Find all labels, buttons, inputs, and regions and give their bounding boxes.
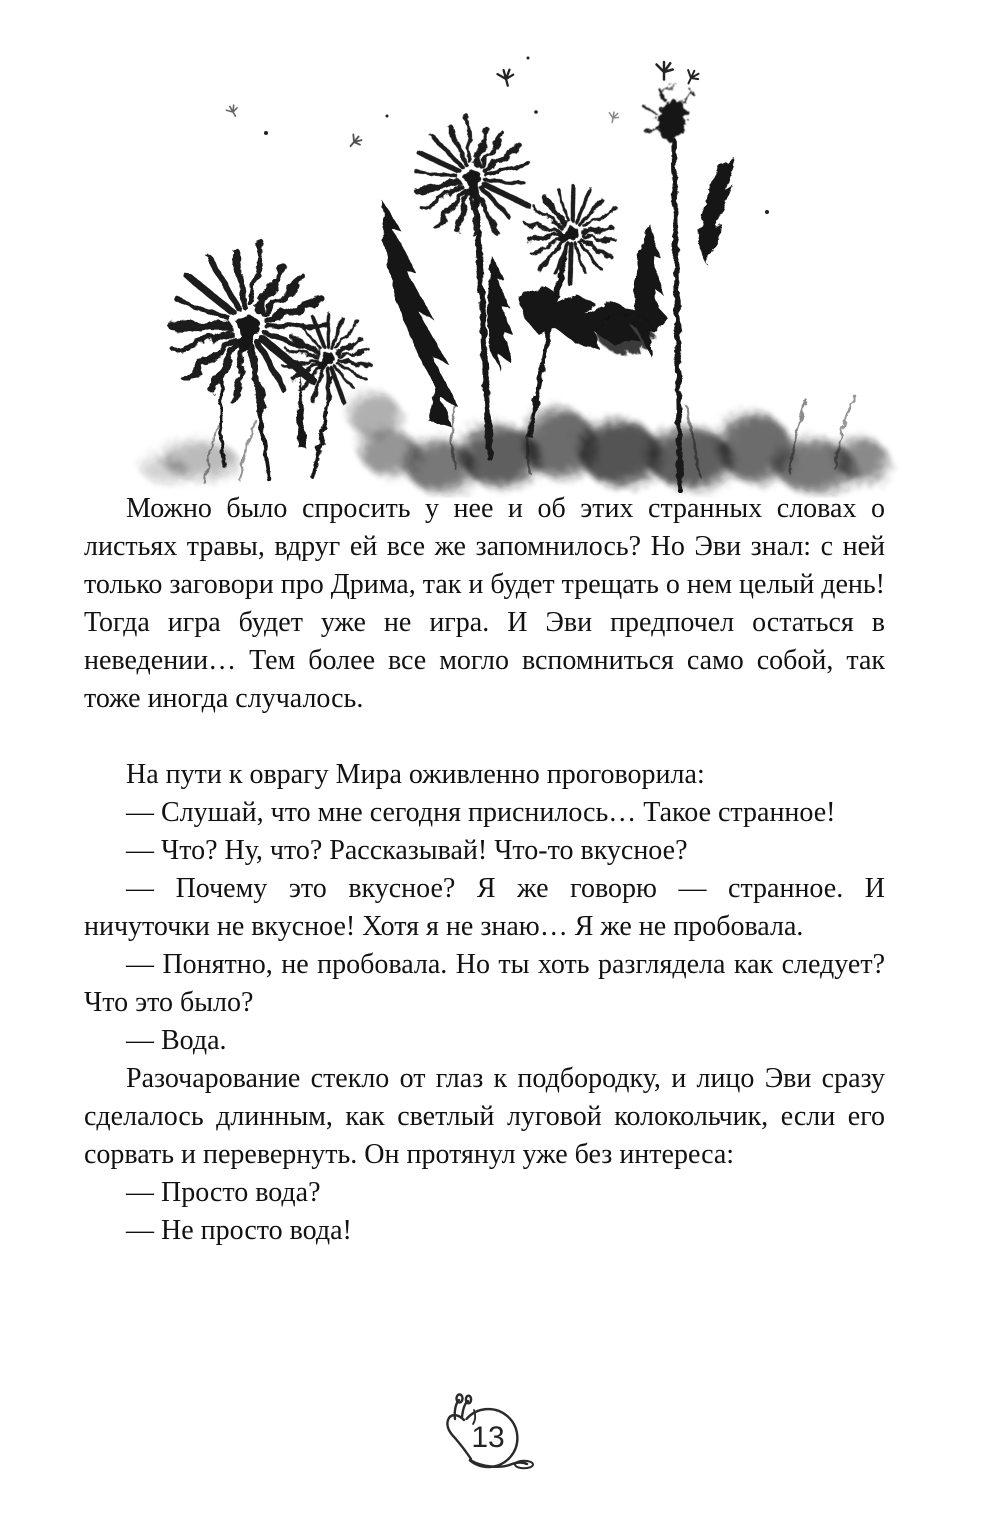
paragraph: — Почему это вкусное? Я же говорю — странное. И ничуточки не вкусное! Хотя я не знаю… Я же не пробовала.: [84, 873, 885, 942]
paragraph: — Вода.: [126, 1025, 227, 1056]
page-number: 13: [471, 1421, 505, 1454]
text-block: [84, 490, 885, 1250]
grass-tufts: [141, 394, 888, 492]
paragraph: — Что? Ну, что? Рассказывай! Что-то вкусное?: [126, 835, 688, 866]
paragraph: — Не просто вода!: [126, 1215, 352, 1246]
paragraph: Можно было спросить у нее и об этих странных словах о листьях травы, вдруг ей все же запомнилось? Но Эви знал: с ней только заговори про Дрима, так и будет трещать о нем целый день! Тогда игра будет уже не игра. И Эви предпочел остаться в неведении… Тем более все могло вспомниться само собой, так тоже иногда случалось.: [84, 493, 885, 714]
paragraph: Разочарование стекло от глаз к подбородку, и лицо Эви сразу сделалось длинным, как светлый луговой колокольчик, если его сорвать и перевернуть. Он протянул уже без интереса:: [84, 1063, 885, 1170]
dandelion-bud: [644, 84, 693, 144]
paragraph: — Слушай, что мне сегодня приснилось… Такое странное!: [126, 797, 836, 828]
paragraph: На пути к оврагу Мира оживленно проговорила:: [126, 759, 705, 790]
dandelion-illustration: [0, 28, 1000, 498]
snail-icon: [428, 1390, 538, 1482]
paragraph: — Просто вода?: [126, 1177, 321, 1208]
paragraph: — Понятно, не пробовала. Но ты хоть разглядела как следует? Что это было?: [84, 949, 885, 1018]
